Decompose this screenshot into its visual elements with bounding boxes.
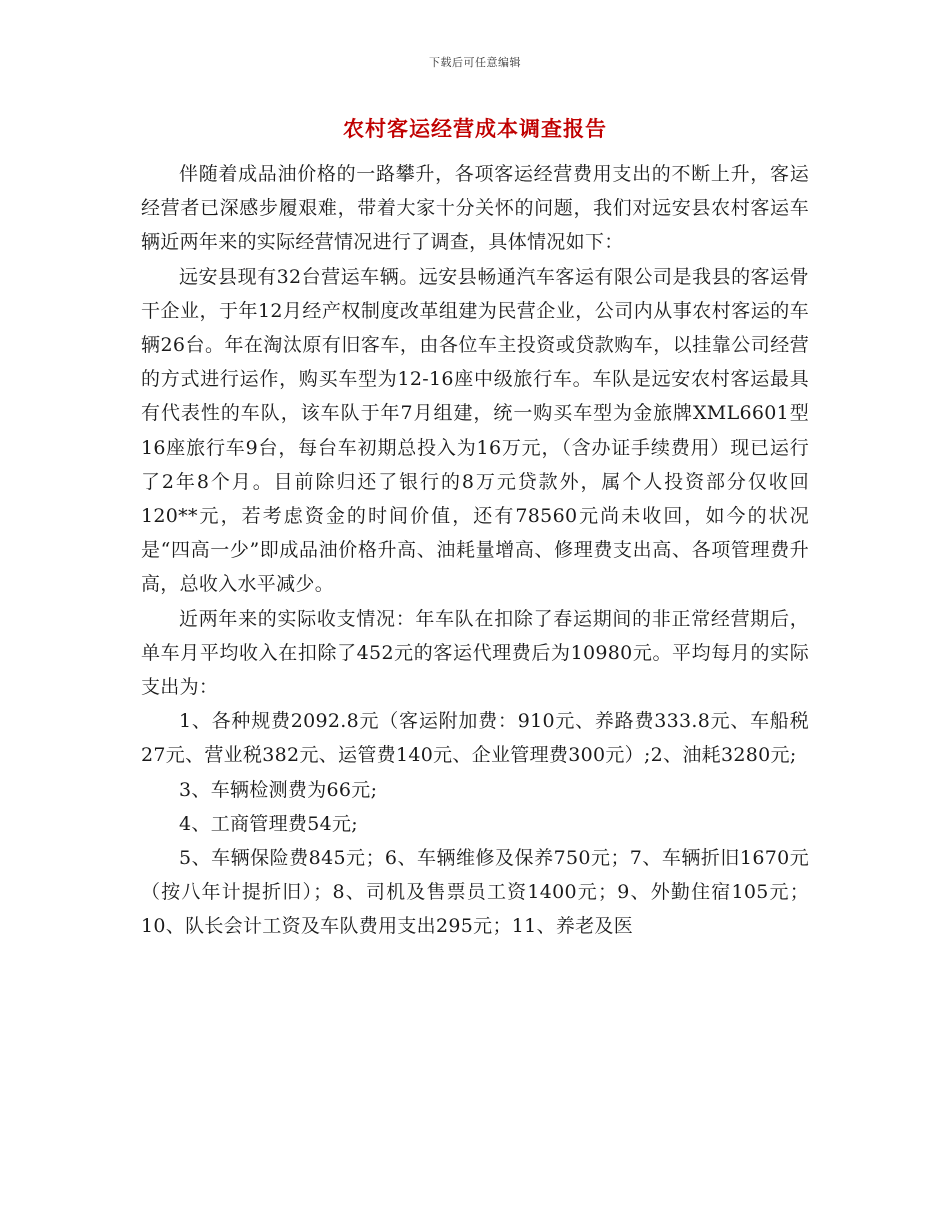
paragraph-background: 远安县现有32台营运车辆。远安县畅通汽车客运有限公司是我县的客运骨干企业，于年12月经产权制度改革组建为民营企业，公司内从事农村客运的车辆26台。年在淘汰原有旧客车，由各位车主投资或贷款购车，以挂靠公司经营的方式进行运作，购买车型为12-16座中级旅行车。车队是远安农村客运最具有代表性的车队，该车队于年7月组建，统一购买车型为金旅牌XML6601型16座旅行车9台，每台车初期总投入为16万元，（含办证手续费用）现已运行了2年8个月。目前除归还了银行的8万元贷款外，属个人投资部分仅收回120**元，若考虑资金的时间价值，还有78560元尚未收回，如今的状况是“四高一少”即成品油价格升高、油耗量增高、修理费支出高、各项管理费升高，总收入水平减少。 [141,265,809,596]
list-item-inspection: 3、车辆检测费为66元; [179,778,378,801]
paragraph-income: 近两年来的实际收支情况：年车队在扣除了春运期间的非正常经营期后，单车月平均收入在扣除了452元的客运代理费后为10980元。平均每月的实际支出为： [141,607,809,699]
document-body [141,157,809,944]
list-item-fees: 1、各种规费2092.8元（客运附加费：910元、养路费333.8元、车船税27元、营业税382元、运管费140元、企业管理费300元）;2、油耗3280元; [141,710,809,767]
page-header-note: 下载后可任意编辑 [429,56,521,69]
document-title: 农村客运经营成本调查报告 [343,116,607,141]
list-item-insurance: 5、车辆保险费845元；6、车辆维修及保养750元；7、车辆折旧1670元（按八年计提折旧）；8、司机及售票员工资1400元；9、外勤住宿105元；10、队长会计工资及车队费用支出295元；11、养老及医 [141,847,809,938]
list-item-admin-fee: 4、工商管理费54元; [179,812,358,835]
paragraph-intro: 伴随着成品油价格的一路攀升，各项客运经营费用支出的不断上升，客运经营者已深感步履艰难，带着大家十分关怀的问题，我们对远安县农村客运车辆近两年来的实际经营情况进行了调查，具体情况如下： [141,163,809,254]
